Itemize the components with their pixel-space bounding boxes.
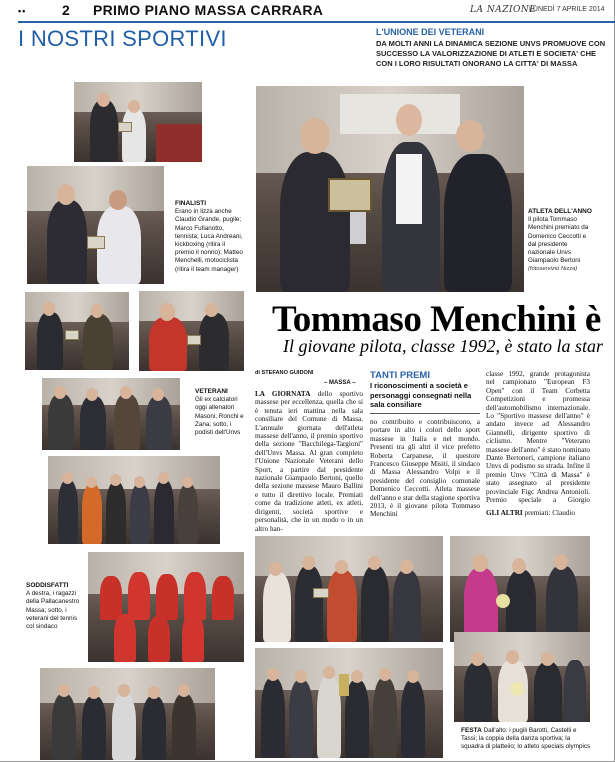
byline: di STEFANO GUIDONI [255, 370, 314, 376]
dateline: – MASSA – [324, 380, 356, 386]
caption-festa [461, 727, 593, 752]
box-kicker: TANTI PREMI [370, 370, 430, 381]
section-title: I NOSTRI SPORTIVI [18, 26, 227, 51]
kicker: L'UNIONE DEI VETERANI [376, 27, 485, 37]
article-col3-text: classe 1992, grande protagonista nel campionato "European F3 Open" con il Team Corbetta Competizioni e promessa dell'automobilismo internazionale. Lo "Sportivo massese dell'anno" è andato invece ad Alessandro Giannelli, dirigente sportivo di ciclismo. Mentre "Veterano massese dell'anno" è stato nominato Dante Bertoneri, campione italiano Unvs di podismo su strada. Infine il premio Unvs "Città di Massa" è stato assegnato al presidente provinciale Figc Andrea Antonioli. Premio speciale a Giorgio [486, 370, 590, 504]
caption-veterani [195, 388, 250, 437]
photo-credit: (fotoservizio Nizza) [528, 266, 578, 273]
header-rule [18, 21, 615, 23]
caption-festa-text: Dall'alto: i pugili Barotti, Castelli e Tassi; la coppia della danza sportiva; la squadra di platteiio; lo atleto specials olympics [461, 727, 591, 751]
others-line [486, 509, 575, 517]
headline: Tommaso Menchini è [272, 299, 601, 340]
caption-atleta [528, 208, 594, 274]
photo-pugili [255, 536, 443, 642]
caption-finalisti-text: Erano in lizza anche Claudio Grande, pugile; Marco Fufianotto, tennista; Luca Andreani, kickboxing (ritira il premio il nonno); Matteo Menchelli, motociclista (ritira il team manager) [175, 208, 243, 273]
article-column-2 [370, 418, 480, 532]
photo-finalisti [27, 166, 164, 284]
article-column-3 [486, 370, 590, 504]
photo-podisti [48, 456, 220, 544]
others-label: GLI ALTRI [486, 509, 523, 517]
photo-award-top-left [74, 82, 202, 162]
caption-finalisti [175, 200, 245, 274]
page-number: 2 [62, 2, 70, 18]
photo-award-left-2 [139, 291, 244, 371]
section-name: PRIMO PIANO MASSA CARRARA [93, 2, 324, 18]
caption-veterani-text: Gli ex calciatori oggi allenatori Masoni, Ronchi e Zana; sotto, i podisti dell'Unvs [195, 396, 244, 437]
photo-award-left-1 [25, 292, 129, 370]
photo-tennis [40, 668, 215, 760]
article-col2-text: no contribuito e contribuiscono, a portare in alto i colori dello sport massese in Italia e nel mondo. Presenti tra gli altri il vice prefetto Roberta Carpanese, il questore Francesco Giuseppe Misiti, il sindaco di Massa Alessandro Volpi e il presidente del consiglio comunale Domenico Ceccotti. Atleta massese dell'anno e star della stagione sportiva 2013, è il giovane pilota Tommaso Menchini [370, 418, 480, 519]
article-col1-text: dello sportivo massese per eccellenza, quella che si è tenuta ieri mattina nella sala consiliare del Comune di Massa. L'annuale giornata dell'atleta massese dell'anno, il premio sportivo della sezione "Bacchilega-Targioni" dell'Unvs Massa. Al gran completo l'Unione Nazionale Veterani dello Sport, a partire dal presidente nazionale Giampaolo Bertoni, quello della sezione massese Mauro Ballini e tutto il direttivo locale. Premiati come da tradizione atleti, ex atleti, dirigenti, società sportive e personalità, che in un modo o in un altro han- [255, 390, 363, 532]
caption-soddisfatti [26, 582, 86, 631]
caption-atleta-text: Il pilota Tommaso Menchini premiato da Domenico Ceccotti e dal presidente nazionale Unvs Giampaolo Bertoni [528, 216, 589, 265]
caption-soddisfatti-text: A destra, i ragazzi della Pallacanestro Massa; sotto, i veterani del tennis col sindaco [26, 590, 80, 631]
caption-atleta-title: ATLETA DELL'ANNO [528, 208, 592, 215]
header-dots: •• [18, 6, 27, 16]
photo-platteiio [255, 648, 443, 758]
caption-veterani-title: VETERANI [195, 388, 228, 395]
page-header [0, 0, 615, 22]
photo-specials-olympics [454, 632, 590, 722]
box-divider [370, 413, 480, 414]
box-title: I riconoscimenti a società e personaggi consegnati nella sala consiliare [370, 381, 472, 409]
subheadline: Il giovane pilota, classe 1992, è stato la star [283, 336, 603, 356]
newspaper-name: LA NAZIONE [470, 5, 537, 15]
caption-finalisti-title: FINALISTI [175, 200, 207, 207]
others-text: premiati: Claudio [524, 509, 575, 517]
article-column-1 [255, 390, 363, 532]
photo-veterani [42, 378, 180, 450]
caption-festa-title: FESTA [461, 727, 482, 734]
caption-soddisfatti-title: SODDISFATTI [26, 582, 69, 589]
photo-atleta-dell-anno [256, 86, 524, 292]
issue-date: LUNEDÌ 7 APRILE 2014 [529, 6, 605, 13]
photo-danza [450, 536, 590, 642]
photo-pallacanestro [88, 552, 244, 662]
deck: DA MOLTI ANNI LA DINAMICA SEZIONE UNVS PROMUOVE CON SUCCESSO LA VALORIZZAZIONE DI ATLETI E SOCIETA' CHE CON I LORO RISULTATI ONORANO LA CITTA' DI MASSA [376, 39, 606, 68]
article-lead: LA GIORNATA [255, 390, 311, 398]
